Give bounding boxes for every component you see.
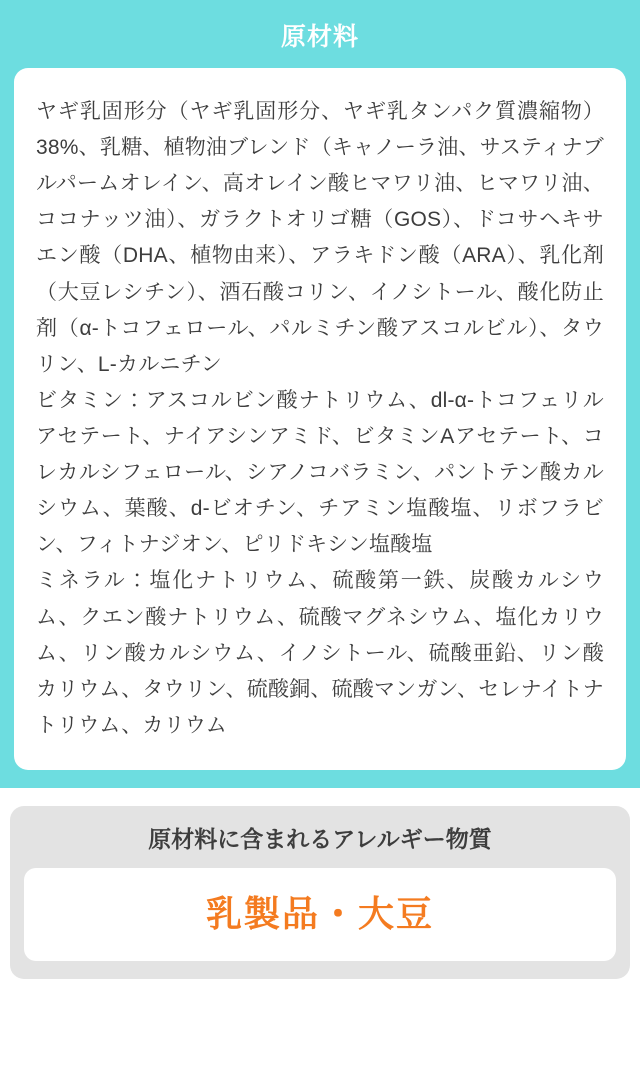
allergy-panel (10, 806, 630, 979)
ingredients-paragraph-main: ヤギ乳固形分（ヤギ乳固形分、ヤギ乳タンパク質濃縮物）38%、乳糖、植物油ブレンド（キャノーラ油、サスティナブルパームオレイン、高オレイン酸ヒマワリ油、ヒマワリ油、ココナッツ油）、ガラクトオリゴ糖（GOS）、ドコサヘキサエン酸（DHA、植物由来）、アラキドン酸（ARA）、乳化剤（大豆レシチン）、酒石酸コリン、イノシトール、酸化防止剤（α-トコフェロール、パルミチン酸アスコルビル）、タウリン、L-カルニチン (36, 100, 604, 376)
ingredients-title: 原材料 (280, 23, 359, 51)
allergy-value: 乳製品・大豆 (205, 892, 434, 934)
ingredients-paragraph-vitamins: ビタミン：アスコルビン酸ナトリウム、dl-α-トコフェリルアセテート、ナイアシンアミド、ビタミンAアセテート、コレカルシフェロール、シアノコバラミン、パントテン酸カルシウム、葉酸、d-ビオチン、チアミン塩酸塩、リボフラビン、フィトナジオン、ピリドキシン塩酸塩 (36, 388, 604, 557)
allergy-card (24, 868, 616, 961)
ingredients-paragraph-minerals: ミネラル：塩化ナトリウム、硫酸第一鉄、炭酸カルシウム、クエン酸ナトリウム、硫酸マグネシウム、塩化カリウム、リン酸カルシウム、イノシトール、硫酸亜鉛、リン酸カリウム、タウリン、硫酸銅、硫酸マンガン、セレナイトナトリウム、カリウム (36, 569, 604, 737)
ingredients-card (14, 68, 626, 770)
allergy-title: 原材料に含まれるアレルギー物質 (148, 825, 492, 852)
section-divider (0, 788, 640, 806)
